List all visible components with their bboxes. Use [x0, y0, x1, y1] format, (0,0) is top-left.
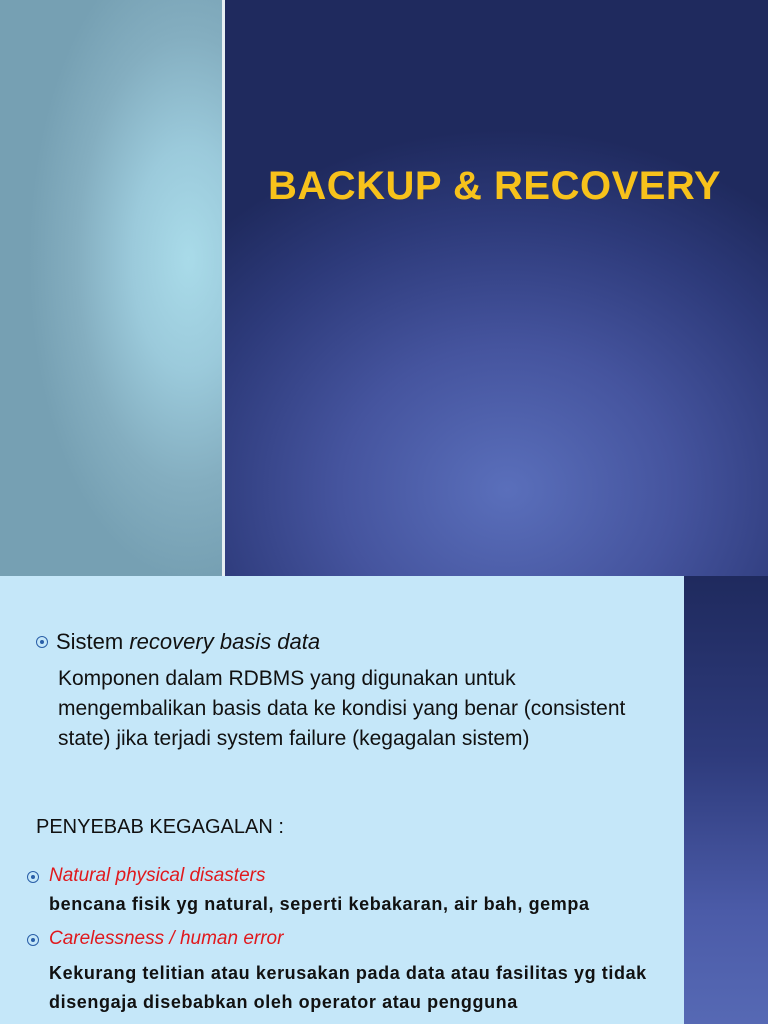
content-panel: [0, 576, 684, 1024]
bullet-heading: [56, 629, 320, 655]
content-slide: [0, 576, 768, 1024]
bullet-icon: [27, 871, 39, 883]
slide-side-band: [684, 576, 768, 1024]
slide-title: BACKUP & RECOVERY: [268, 164, 722, 208]
cause-description: bencana fisik yg natural, seperti kebakaran, air bah, gempa: [49, 894, 590, 914]
section-heading: PENYEBAB KEGAGALAN :: [36, 816, 284, 838]
cause-title: Carelessness / human error: [49, 928, 284, 949]
cause-title: Natural physical disasters: [49, 865, 266, 886]
bullet-heading-plain: Sistem: [56, 629, 130, 654]
slide-left-panel: [0, 0, 222, 576]
bullet-heading-italic: recovery basis data: [129, 629, 321, 654]
slide-right-panel: [225, 0, 768, 576]
cause-description: Kekurang telitian atau kerusakan pada data atau fasilitas yg tidak disengaja disebabkan oleh operator atau pengguna: [49, 963, 647, 1012]
bullet-icon: [36, 636, 48, 648]
bullet-icon: [27, 934, 39, 946]
bullet-description: Komponen dalam RDBMS yang digunakan untuk mengembalikan basis data ke kondisi yang benar (consistent state) jika terjadi system failure (kegagalan sistem): [58, 667, 626, 750]
